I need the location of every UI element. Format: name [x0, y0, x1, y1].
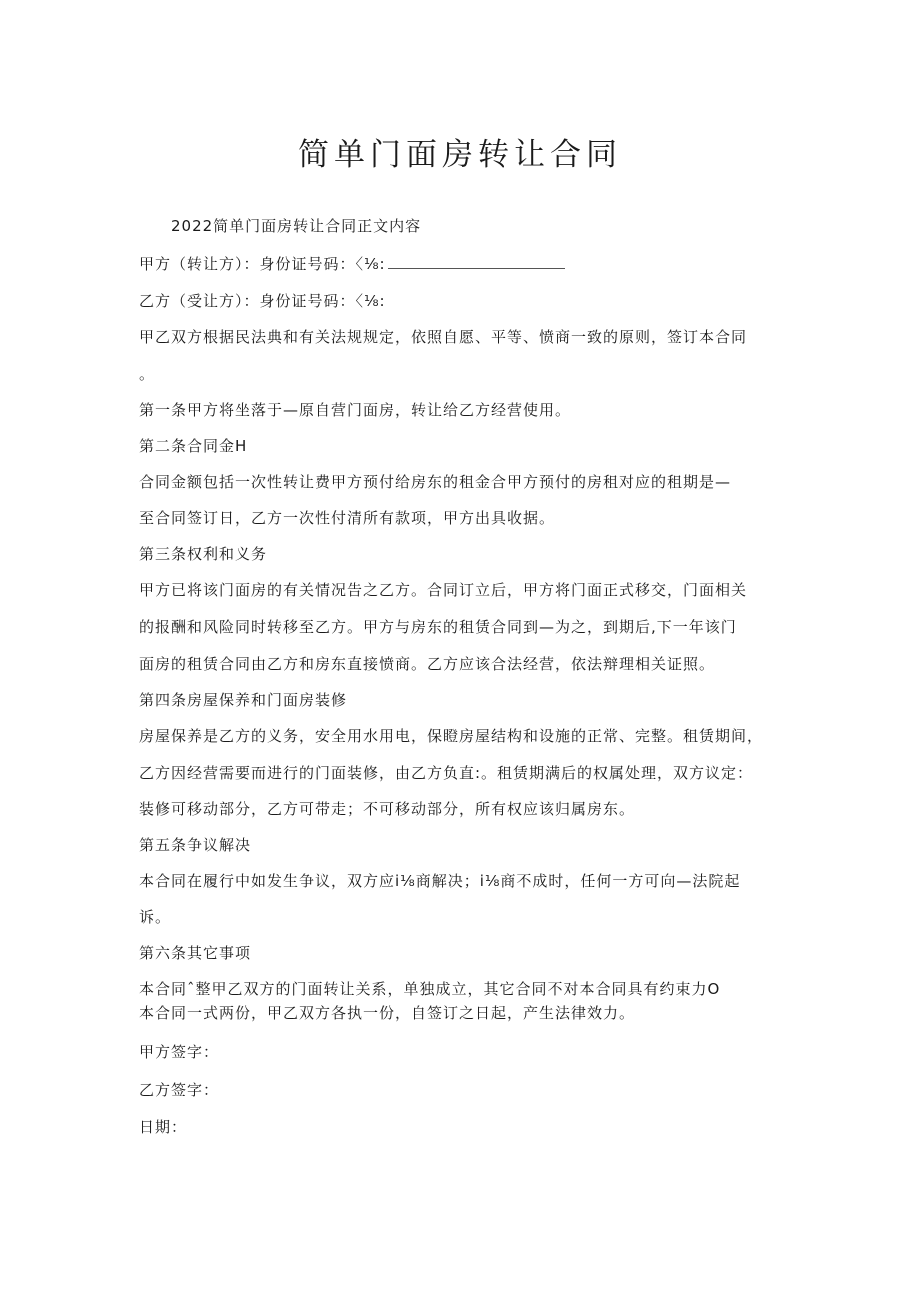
article-1-line: 第一条甲方将坐落于—原自营门面房，转让给乙方经营使用。	[139, 401, 572, 419]
body-paragraph-line: 至合同签订日，乙方一次性付清所有款项，甲方出具收据。	[139, 509, 556, 527]
body-paragraph-line: 乙方因经营需要而进行的门面装修，由乙方负直:。租赁期满后的权属处理，双方议定：	[139, 764, 754, 782]
body-paragraph-line: 合同金额包括一次性转让费甲方预付给房东的租金合甲方预付的房租对应的租期是—	[139, 473, 732, 491]
party-a-signature-label: 甲方签字：	[139, 1043, 220, 1061]
party-b-signature-label: 乙方签字：	[139, 1081, 220, 1099]
party-a-line	[139, 254, 565, 274]
party-b-line: 乙方（受让方）：身份证号码：〈⅛:	[139, 292, 386, 310]
date-label: 日期：	[139, 1118, 188, 1136]
body-paragraph-line: 本合同一式两份，甲乙双方各执一份，自签订之日起，产生法律效力。	[139, 1004, 636, 1022]
document-title: 简单门面房转让合同	[298, 137, 622, 173]
body-paragraph-line: 本合同ˆ整甲乙双方的门面转让关系，单独成立，其它合同不对本合同具有约束力O	[139, 980, 721, 998]
subtitle-line: 2022简单门面房转让合同正文内容	[171, 217, 422, 235]
body-paragraph-line: 。	[139, 365, 156, 383]
body-paragraph-line: 甲乙双方根据民法典和有关法规规定，依照自愿、平等、愤商一致的原则，签订本合同	[139, 328, 748, 346]
body-paragraph-line: 本合同在履行中如发生争议，双方应i⅛商解决；i⅛商不成时，任何一方可向—法院起	[139, 872, 741, 890]
body-paragraph-line: 甲方已将该门面房的有关情况告之乙方。合同订立后，甲方将门面正式移交，门面相关	[139, 581, 748, 599]
body-paragraph-line: 诉。	[139, 908, 172, 926]
blank-underline	[388, 254, 565, 269]
body-paragraph-line: 面房的租赁合同由乙方和房东直接愤商。乙方应该合法经营，依法辩理相关证照。	[139, 655, 716, 673]
party-a-label: 甲方（转让方）：身份证号码：〈⅛:	[139, 255, 386, 273]
body-paragraph-line: 的报酬和风险同时转移至乙方。甲方与房东的租赁合同到—为之，到期后,下一年该门	[139, 618, 737, 636]
body-paragraph-line: 房屋保养是乙方的义务，安全用水用电，保瞪房屋结构和设施的正常、完整。租赁期间，	[139, 727, 764, 745]
article-2-heading: 第二条合同金H	[139, 437, 248, 455]
article-6-heading: 第六条其它事项	[139, 944, 252, 962]
body-paragraph-line: 装修可移动部分，乙方可带走；不可移动部分，所有权应该归属房东。	[139, 800, 636, 818]
article-5-heading: 第五条争议解决	[139, 836, 252, 854]
article-4-heading: 第四条房屋保养和门面房装修	[139, 691, 348, 709]
article-3-heading: 第三条权利和义务	[139, 545, 268, 563]
